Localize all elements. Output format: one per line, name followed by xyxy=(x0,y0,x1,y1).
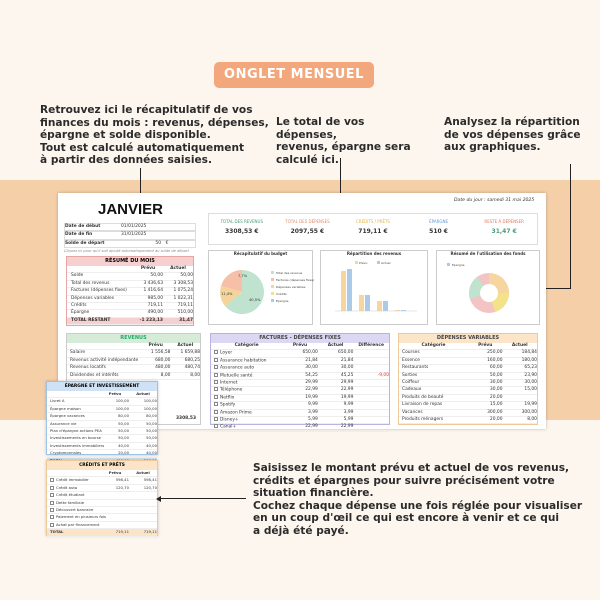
epargne-row[interactable]: Livret A 100,00 100,00 xyxy=(47,398,157,405)
current-date: Date du jour : samedi 31 mai 2025 xyxy=(454,198,535,203)
facture-row[interactable]: Téléphone 22,99 22,99 xyxy=(211,387,389,394)
kpi-revenus: TOTAL DES REVENUS 3308,53 € xyxy=(220,219,263,236)
paid-checkbox[interactable] xyxy=(50,493,54,497)
facture-row[interactable]: Assurance habitation 21,84 21,84 xyxy=(211,358,389,365)
caption-right: Analysez la répartition de vos dépenses grâce aux graphiques. xyxy=(444,116,581,154)
caption-left: Retrouvez ici le récapitulatif de vos finances du mois : revenus, dépenses, épargne et solde disponible. Tout est calculé automatiquement à partir des données saisies. xyxy=(40,104,269,167)
variable-row[interactable]: Vacances 300,00 300,00 xyxy=(399,410,537,417)
variable-row[interactable]: Produits ménagers 20,00 8,00 xyxy=(399,417,537,424)
variable-row[interactable]: Produits de beauté 20,00 xyxy=(399,395,537,402)
arrow-bottom-head xyxy=(156,496,161,502)
epargne-row[interactable]: Investissements en bourse 50,00 50,00 xyxy=(47,435,157,442)
kpi-credits: CRÉDITS / PRÊTS 719,11 € xyxy=(356,219,390,236)
paid-checkbox[interactable] xyxy=(214,350,218,354)
pie-label-2: 11,4% xyxy=(221,292,233,297)
paid-checkbox[interactable] xyxy=(50,515,54,519)
budget-pie xyxy=(209,257,314,323)
legend-1: Total des revenus xyxy=(276,271,303,276)
credit-row[interactable]: Crédit auto 120,70 120,70 xyxy=(47,485,157,492)
revenu-row[interactable]: Revenus locatifs 480,00 480,74 xyxy=(67,365,200,372)
facture-row[interactable]: Assurance auto 30,00 30,00 xyxy=(211,365,389,372)
end-date-input[interactable]: 31/01/2025 xyxy=(121,232,147,238)
month-title: JANVIER xyxy=(98,201,164,218)
fonds-chart: Résumé de l'utilisation des fonds Épargne xyxy=(436,250,540,325)
caption-bottom: Saisissez le montant prévu et actuel de vos revenus, crédits et épargnes pour suivre précisément votre situation financière. Cochez chaque dépense une fois réglée pour visualiser en un coup d'œil ce qui est encore à venir et ce qui a déjà été payé. xyxy=(253,462,583,537)
paid-checkbox[interactable] xyxy=(214,365,218,369)
paid-checkbox[interactable] xyxy=(214,410,218,414)
variable-row[interactable]: Cadeaux 30,00 15,00 xyxy=(399,387,537,394)
epargne-row[interactable]: Épargne maison 100,00 100,00 xyxy=(47,406,157,413)
epargne-row[interactable]: Épargne vacances 80,00 80,00 xyxy=(47,413,157,420)
credit-row[interactable]: Paiement en plusieurs fois xyxy=(47,514,157,521)
epargne-row[interactable]: Investissements immobiliers 40,00 40,00 xyxy=(47,443,157,450)
variable-row[interactable]: Essence 160,00 180,00 xyxy=(399,358,537,365)
facture-row[interactable]: Disney+ 5,99 5,99 xyxy=(211,417,389,424)
epargne-row[interactable]: Cryptomonnaies 20,00 40,00 xyxy=(47,450,157,457)
revenu-row[interactable]: Salaire 1 556,58 1 659,88 xyxy=(67,350,200,357)
credit-row[interactable]: Dette familiale xyxy=(47,500,157,507)
kpi-epargne: ÉPARGNE 510 € xyxy=(429,219,448,236)
pie-label-1: 7,7% xyxy=(238,274,248,279)
legend-4: Crédits xyxy=(276,292,287,297)
pie-label-3: 40,5% xyxy=(249,298,261,303)
revenu-row[interactable]: Revenus activité indépendante 680,00 680,25 xyxy=(67,358,200,365)
paid-checkbox[interactable] xyxy=(50,478,54,482)
kpi-reste: RESTE À DÉPENSER 31,47 € xyxy=(484,219,524,236)
facture-row[interactable]: Canal+ 22,99 22,99 xyxy=(211,424,389,431)
resume-row: Dépenses variables 985,00 1 022,31 xyxy=(67,296,193,303)
resume-row: Total des revenus 3 436,63 3 308,53 xyxy=(67,281,193,288)
fonds-legend: Épargne xyxy=(452,263,465,268)
credit-row[interactable]: Crédit immobilier 598,41 598,41 xyxy=(47,477,157,484)
info-note: Cliquez ici pour qu'il soit ajouté automatiquement au solde de départ xyxy=(64,249,189,254)
resume-row: Épargne 490,00 510,00 xyxy=(67,310,193,317)
facture-row[interactable]: Mutuelle santé 54,25 45,25 -9,00 xyxy=(211,373,389,380)
revenus-total: 3308,53 xyxy=(176,415,196,421)
paid-checkbox[interactable] xyxy=(214,402,218,406)
kpi-bar xyxy=(208,213,538,245)
epargne-table: ÉPARGNE ET INVESTISSEMENT Prévu Actuel Livret A 100,00 100,00 Épargne maison 100,00 100,00 Épargne vacances 80,00 80,00 Assurance vie 50,00 50,00 Plan d'épargne actions PEA 50,00 50,00 Investissements en bourse 50,00 50,00 Investissements immobiliers 40,00 40,00 Cryptomonnaies 20,00 40,00 xyxy=(46,381,158,455)
revenus-bars xyxy=(321,257,429,323)
paid-checkbox[interactable] xyxy=(50,501,54,505)
variable-row[interactable]: Sorties 50,00 23,90 xyxy=(399,373,537,380)
credit-row[interactable]: Découvert bancaire xyxy=(47,507,157,514)
variable-row[interactable]: Coiffeur 30,00 30,00 xyxy=(399,380,537,387)
rev-legend-actuel: Actuel xyxy=(381,261,391,266)
resume-row: Solde 50,00 50,00 xyxy=(67,273,193,280)
paid-checkbox[interactable] xyxy=(50,508,54,512)
paid-checkbox[interactable] xyxy=(214,417,218,421)
paid-checkbox[interactable] xyxy=(214,358,218,362)
facture-row[interactable]: Spotify 9,99 9,99 xyxy=(211,402,389,409)
revenus-chart: Répartition des revenus Prévu Actuel xyxy=(320,250,428,325)
paid-checkbox[interactable] xyxy=(50,486,54,490)
budget-chart: Récapitulatif du budget 7,7% 11,4% 40,5% Total des revenus Factures (dépenses fixes) Dépenses variables Crédits Épargne xyxy=(208,250,313,325)
credits-table: CRÉDITS ET PRÊTS Prévu Actuel Crédit immobilier 598,41 598,41 Crédit auto 120,70 120,70 Crédit étudiant Dette familiale Découvert bancaire Paiement en plusieurs fois Achat par financement TOTAL 719,11 719,11 xyxy=(46,460,158,536)
fonds-donut xyxy=(437,257,541,323)
arrow-right xyxy=(570,164,571,288)
caption-middle: Le total de vos dépenses, revenus, épargne sera calculé ici. xyxy=(276,116,411,166)
paid-checkbox[interactable] xyxy=(214,395,218,399)
variables-table: DÉPENSES VARIABLES Catégorie Prévu Actuel Courses 250,00 184,84 Essence 160,00 180,00 Restaurants 60,00 65,23 Sorties 50,00 23,90 Coiffeur 30,00 30,00 Cadeaux 30,00 15,00 Produits de beauté 20,00 Livraison de repas 15,00 19,99 Vacances 300,00 300,00 Produits ménagers 20,00 8,00 xyxy=(398,333,538,425)
section-badge: ONGLET MENSUEL xyxy=(214,62,374,88)
facture-row[interactable]: Netflix 19,99 19,99 xyxy=(211,395,389,402)
resume-table: RÉSUMÉ DU MOIS Prévu Actuel Solde 50,00 50,00 Total des revenus 3 436,63 3 308,53 Factures (dépenses fixes) 1 416,64 1 075,24 Dépenses variables 985,00 1 022,31 Crédits 719,11 719,11 Épargne 490,00 510,00 TOTAL RESTANT -1 223,13 31,47 xyxy=(66,256,194,326)
facture-row[interactable]: Internet 29,99 29,99 xyxy=(211,380,389,387)
facture-row[interactable]: Loyer 650,00 650,00 xyxy=(211,350,389,357)
revenus-table: REVENUS Prévu Actuel Salaire 1 556,58 1 659,88 Revenus activité indépendante 680,00 680,25 Revenus locatifs 480,00 480,74 Dividendes et intérêts 8,00 8,00 3308,53 xyxy=(66,333,201,425)
credit-row[interactable]: Crédit étudiant xyxy=(47,492,157,499)
revenu-row[interactable]: Dividendes et intérêts 8,00 8,00 xyxy=(67,373,200,380)
factures-table: FACTURES - DÉPENSES FIXES Catégorie Prévu Actuel Différence Loyer 650,00 650,00 Assurance habitation 21,84 21,84 Assurance auto 30,00 30,00 Mutuelle santé 54,25 45,25 -9,00 Internet 29,99 29,99 Téléphone 22,99 22,99 Netflix 19,99 19,99 Spotify 9,99 9,99 Amazon Prime 3,99 3,99 Disney+ 5,99 5,99 Canal+ 22,99 22,99 xyxy=(210,333,390,425)
legend-2: Factures (dépenses fixes) xyxy=(276,278,315,283)
arrow-bottom xyxy=(160,498,246,499)
date-info: Date de début 01/01/2025 Date de fin 31/01/2025 Solde de départ 50 € Cliquez ici pour qu'il soit ajouté automatiquement au solde de départ xyxy=(64,223,196,255)
paid-checkbox[interactable] xyxy=(214,373,218,377)
paid-checkbox[interactable] xyxy=(214,380,218,384)
start-balance-input[interactable]: 50 xyxy=(155,240,161,246)
epargne-row[interactable]: Assurance vie 50,00 50,00 xyxy=(47,421,157,428)
paid-checkbox[interactable] xyxy=(50,523,54,527)
facture-row[interactable]: Amazon Prime 3,99 3,99 xyxy=(211,410,389,417)
variable-row[interactable]: Livraison de repas 15,00 19,99 xyxy=(399,402,537,409)
kpi-depenses: TOTAL DES DÉPENSES 2097,55 € xyxy=(285,219,330,236)
credit-row[interactable]: Achat par financement xyxy=(47,522,157,529)
rev-legend-prevu: Prévu xyxy=(359,261,368,266)
epargne-row[interactable]: Plan d'épargne actions PEA 50,00 50,00 xyxy=(47,428,157,435)
paid-checkbox[interactable] xyxy=(214,387,218,391)
resume-row: Factures (dépenses fixes) 1 416,64 1 075,24 xyxy=(67,288,193,295)
start-date-input[interactable]: 01/01/2025 xyxy=(121,224,161,230)
variable-row[interactable]: Courses 250,00 184,84 xyxy=(399,350,537,357)
resume-row: Crédits 719,11 719,11 xyxy=(67,303,193,310)
variable-row[interactable]: Restaurants 60,00 65,23 xyxy=(399,365,537,372)
legend-5: Épargne xyxy=(276,299,289,304)
legend-3: Dépenses variables xyxy=(276,285,306,290)
paid-checkbox[interactable] xyxy=(214,424,218,428)
